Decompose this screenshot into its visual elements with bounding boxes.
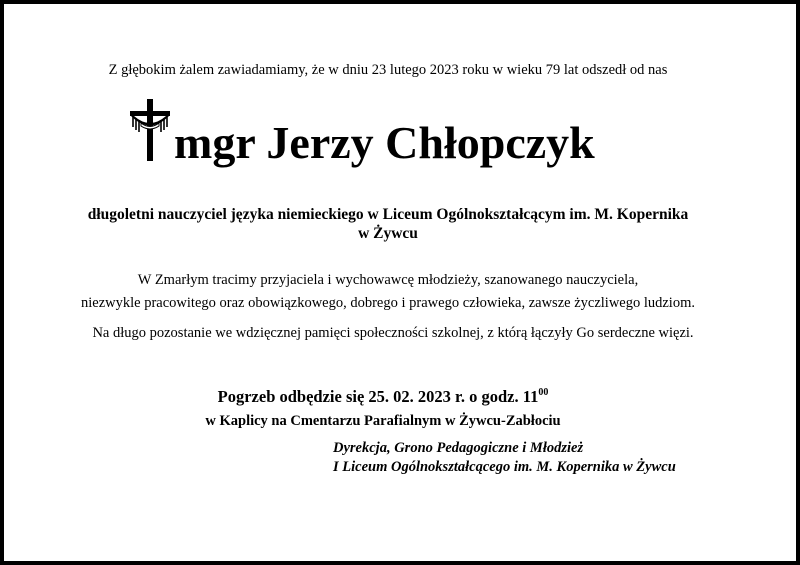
deceased-name: mgr Jerzy Chłopczyk: [174, 117, 595, 168]
role-line-1: długoletni nauczyciel języka niemieckiego w Liceum Ogólnokształcącym im. M. Kopernika: [87, 206, 689, 223]
tribute-text: [4, 269, 772, 315]
funeral-date-line: [4, 381, 762, 409]
funeral-info: [4, 381, 762, 433]
cross-with-shroud-icon: [128, 99, 172, 161]
tribute-line-2: niezwykle pracowitego oraz obowiązkowego, dobrego i prawego człowieka, zawsze życzliwego ludziom.: [81, 295, 695, 311]
funeral-time-minutes: 00: [538, 387, 549, 398]
signature-line-2: I Liceum Ogólnokształcącego im. M. Kopernika w Żywcu: [333, 459, 676, 475]
role-description: [4, 205, 772, 243]
role-line-2: w Żywcu: [358, 225, 418, 242]
funeral-place: w Kaplicy na Cmentarzu Parafialnym w Żywcu-Zabłociu: [205, 413, 561, 429]
signature: [333, 439, 676, 477]
signature-line-1: Dyrekcja, Grono Pedagogiczne i Młodzież: [333, 440, 584, 456]
funeral-date-text: Pogrzeb odbędzie się 25. 02. 2023 r. o godz. 11: [217, 387, 539, 406]
memory-text: Na długo pozostanie we wdzięcznej pamięci społeczności szkolnej, z którą łączyły Go serdeczne więzi.: [92, 325, 694, 341]
tribute-line-1: W Zmarłym tracimy przyjaciela i wychowawcę młodzieży, szanowanego nauczyciela,: [137, 272, 639, 288]
intro-text: Z głębokim żalem zawiadamiamy, że w dniu 23 lutego 2023 roku w wieku 79 lat odszedł od nas: [108, 62, 668, 78]
